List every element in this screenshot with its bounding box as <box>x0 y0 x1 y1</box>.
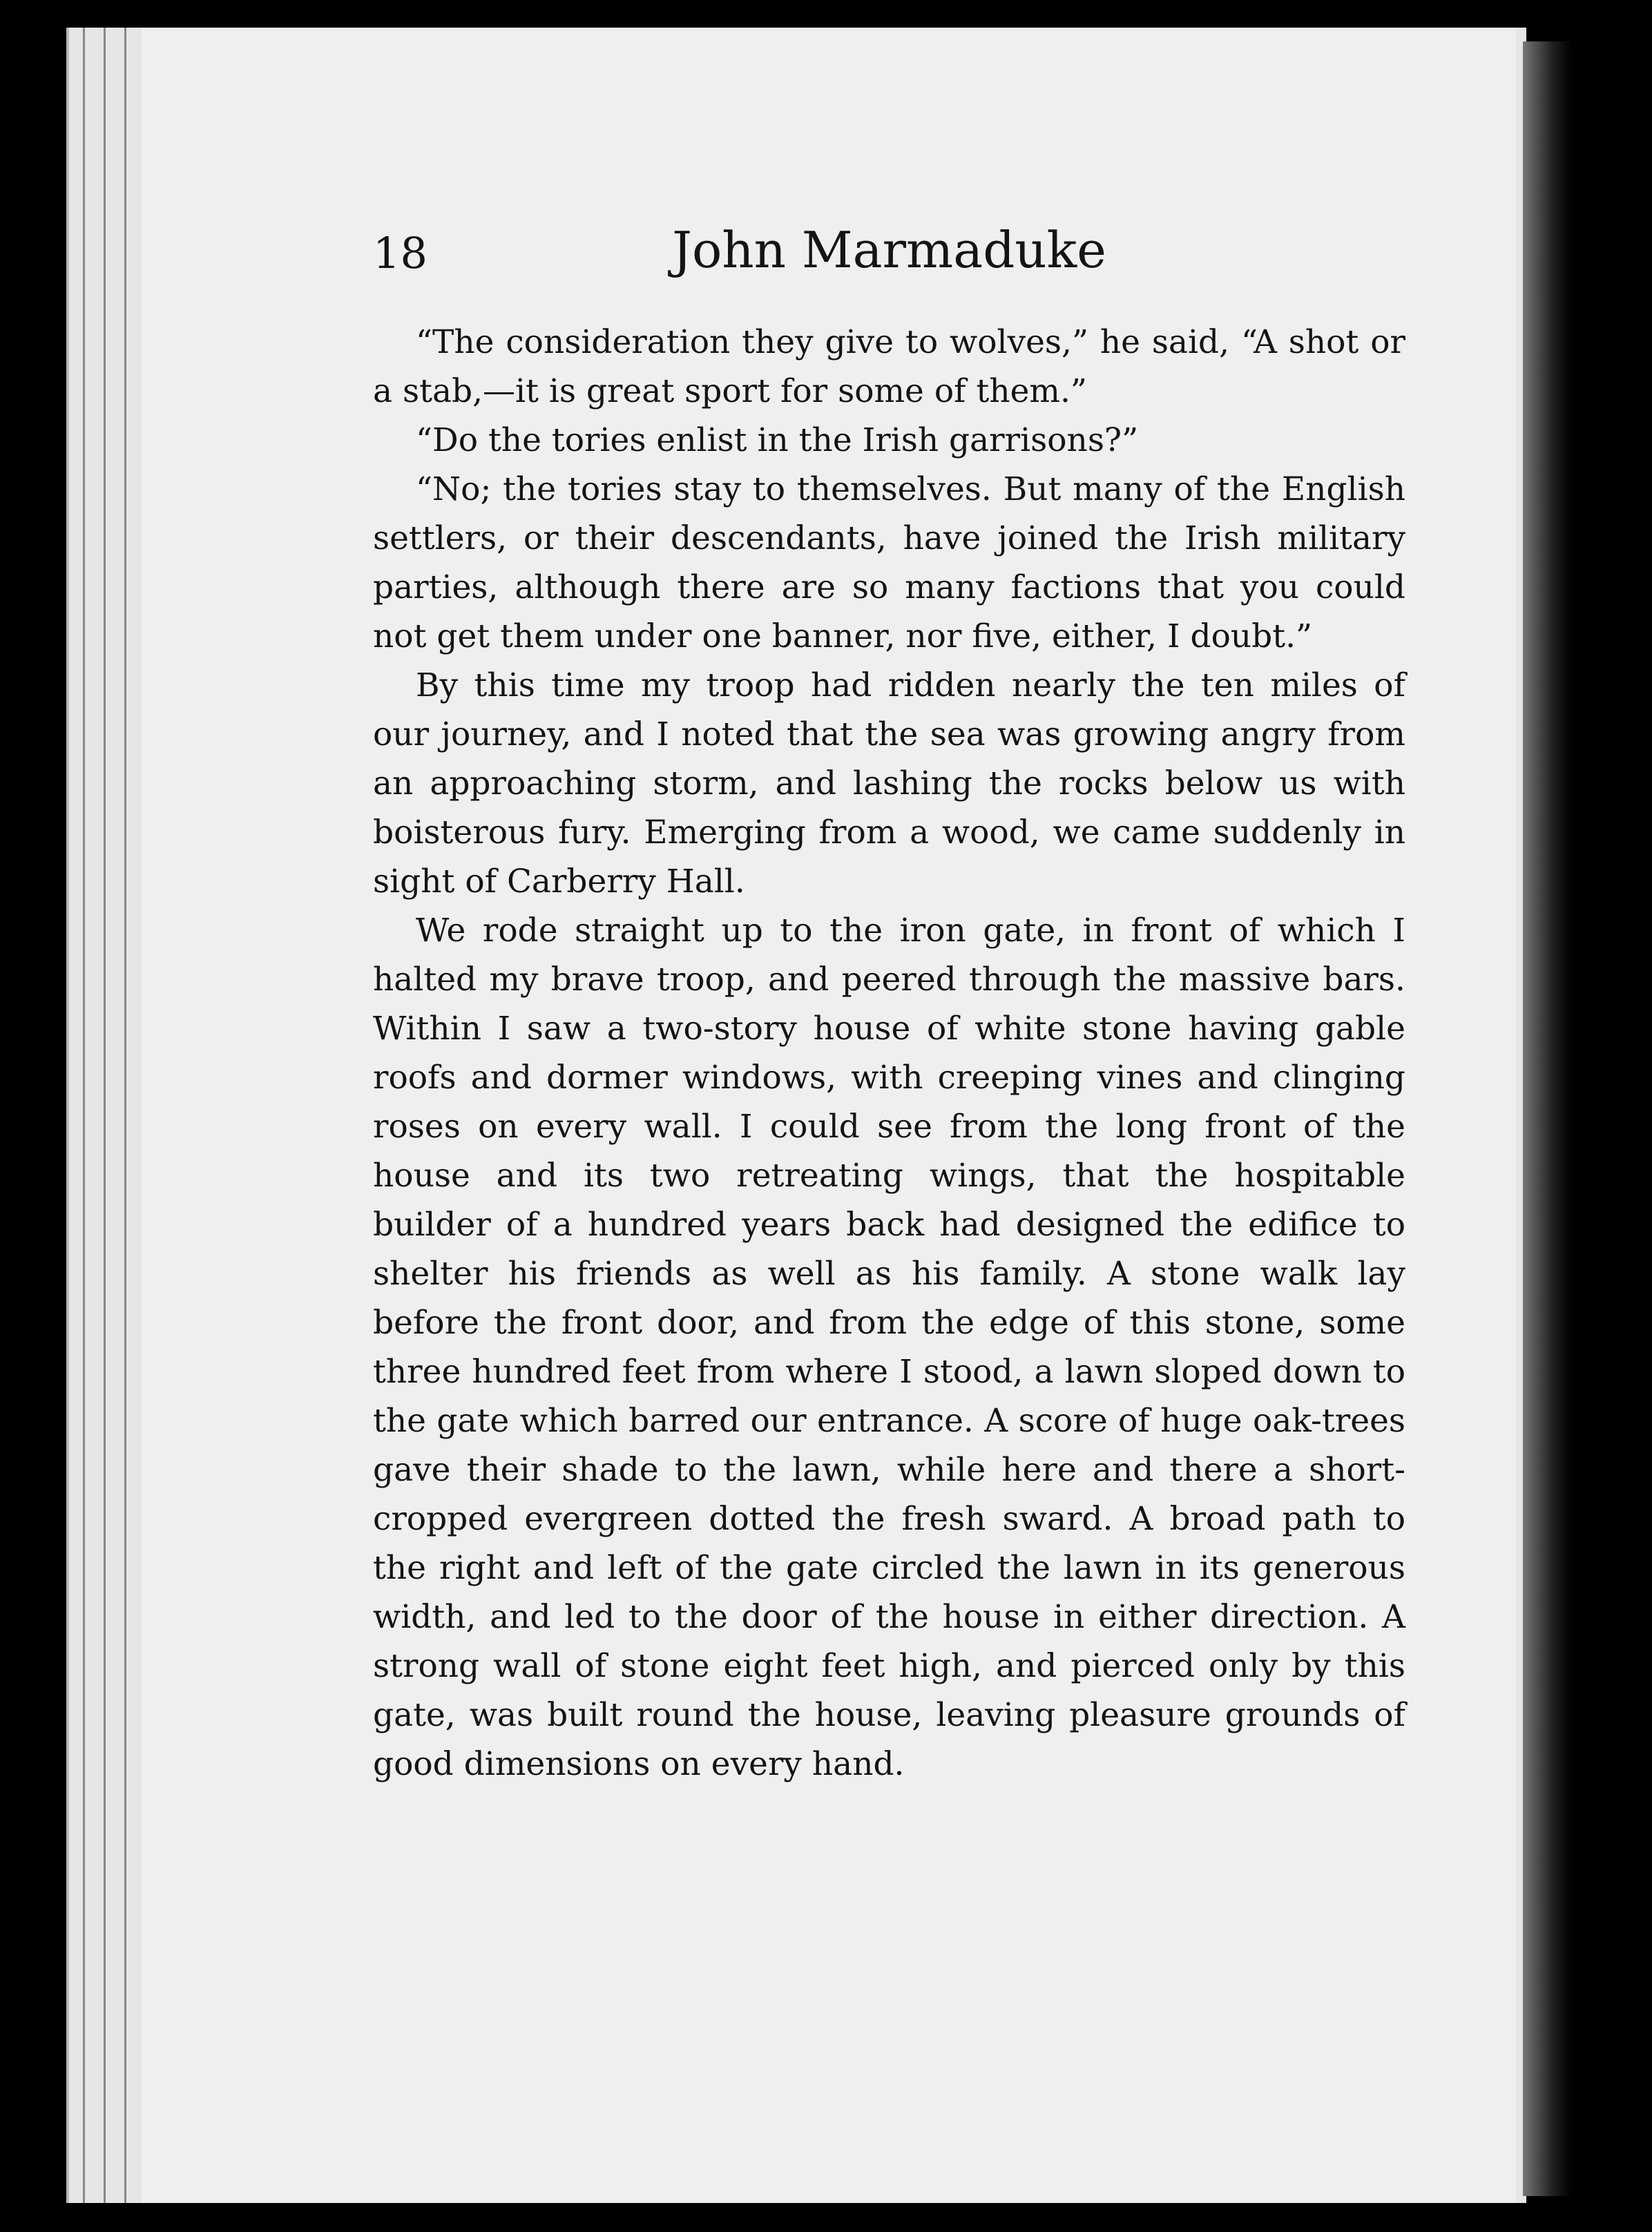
paragraph: “Do the tories enlist in the Irish garrisons?” <box>416 421 1139 459</box>
page-number: 18 <box>373 228 428 278</box>
page-edge-line <box>124 28 126 2203</box>
page-header <box>373 221 1405 318</box>
paragraph: “The consideration they give to wolves,” he said, “A shot or a stab,—it is great sport for some of them.” <box>373 323 1405 410</box>
paragraph: We rode straight up to the iron gate, in front of which I halted my brave troop, and peered through the massive bars. Within I saw a two-story house of white stone having gable roofs and dormer windows, with creeping vines and clinging roses on every wall. I could see from the long front of the house and its two retreating wings, that the hospitable builder of a hundred years back had designed the edifice to shelter his friends as well as his family. A stone walk lay before the front door, and from the edge of this stone, some three hundred feet from where I stood, a lawn sloped down to the gate which barred our entrance. A score of huge oak-trees gave their shade to the lawn, while here and there a short-cropped evergreen dotted the fresh sward. A broad path to the right and left of the gate circled the lawn in its generous width, and led to the door of the house in either direction. A strong wall of stone eight feet high, and pierced only by this gate, was built round the house, leaving pleasure grounds of good dimensions on every hand. <box>373 912 1405 1783</box>
book-gutter-shadow <box>1523 41 1571 2196</box>
page-content <box>373 221 1405 1789</box>
page-edge-line <box>104 28 106 2203</box>
paragraph: “No; the tories stay to themselves. But many of the English settlers, or their descendants, have joined the Irish military parties, although there are so many factions that you could not get them under one banner, nor five, either, I doubt.” <box>373 470 1405 655</box>
running-head: John Marmaduke <box>672 221 1106 279</box>
paragraph: By this time my troop had ridden nearly the ten miles of our journey, and I noted that the sea was growing angry from an approaching storm, and lashing the rocks below us with boisterous fury. Emerging from a wood, we came suddenly in sight of Carberry Hall. <box>373 666 1405 901</box>
page-edge-line <box>83 28 85 2203</box>
